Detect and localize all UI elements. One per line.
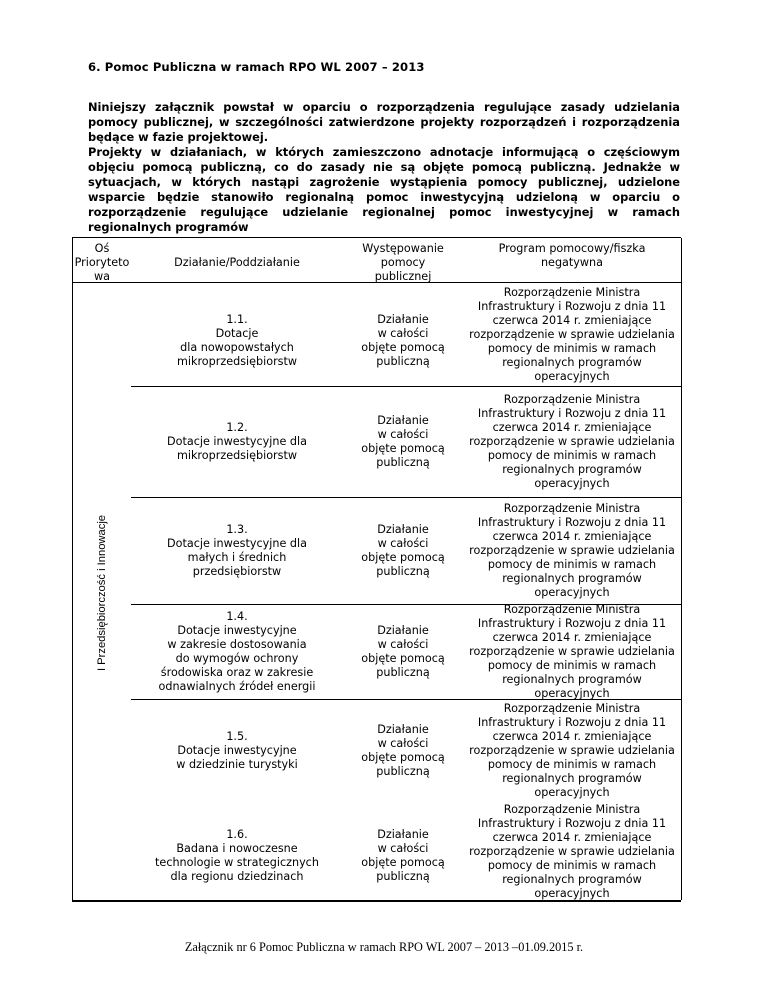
- intro-paragraph: Niniejszy załącznik powstał w oparciu o rozporządzenia regulujące zasady udzielania pomocy publicznej, w szczególności zatwierdzone projekty rozporządzeń i rozporządzenia będące w fazie projektowej.: [88, 100, 680, 144]
- action-cell: 1.1. Dotacje dla nowopowstałych mikroprzedsiębiorstw: [176, 312, 298, 368]
- header-program: Program pomocowy/fiszka negatywna: [498, 242, 646, 269]
- action-cell: 1.4. Dotacje inwestycyjne w zakresie dostosowania do wymogów ochrony środowiska oraz w zakresie odnawialnych źródeł energii: [158, 610, 316, 693]
- program-cell: Rozporządzenie Ministra Infrastruktury i Rozwoju z dnia 11 czerwca 2014 r. zmieniające rozporządzenie w sprawie udzielania pomocy de minimis w ramach regionalnych programów operacyjnych: [469, 702, 675, 799]
- aid-cell: Działanie w całości objęte pomocą publiczną: [361, 827, 445, 883]
- action-cell: 1.5. Dotacje inwestycyjne w dziedzinie turystyki: [176, 730, 298, 771]
- aid-cell: Działanie w całości objęte pomocą publiczną: [361, 414, 445, 469]
- program-cell: Rozporządzenie Ministra Infrastruktury i Rozwoju z dnia 11 czerwca 2014 r. zmieniające rozporządzenie w sprawie udzielania pomocy de minimis w ramach regionalnych programów operacyjnych: [469, 393, 675, 490]
- table-row: [131, 386, 681, 497]
- header-axis: Oś Prioryteto wa: [74, 242, 130, 283]
- program-cell: Rozporządzenie Ministra Infrastruktury i Rozwoju z dnia 11 czerwca 2014 r. zmieniające rozporządzenie w sprawie udzielania pomocy de minimis w ramach regionalnych programów operacyjnych: [469, 802, 675, 900]
- intro-text: [88, 100, 680, 235]
- action-cell: 1.6. Badana i nowoczesne technologie w strategicznych dla regionu dziedzinach: [155, 827, 319, 883]
- table-row: [131, 699, 681, 802]
- priority-axis-cell: [73, 282, 131, 902]
- aid-cell: Działanie w całości objęte pomocą publiczną: [361, 312, 445, 368]
- action-cell: 1.3. Dotacje inwestycyjne dla małych i średnich przedsiębiorstw: [167, 523, 307, 578]
- page-footer: Załącznik nr 6 Pomoc Publiczna w ramach RPO WL 2007 – 2013 –01.09.2015 r.: [184, 940, 584, 954]
- program-cell: Rozporządzenie Ministra Infrastruktury i Rozwoju z dnia 11 czerwca 2014 r. zmieniające rozporządzenie w sprawie udzielania pomocy de minimis w ramach regionalnych programów operacyjnych: [469, 285, 675, 383]
- table-row: [131, 497, 681, 604]
- section-heading: 6. Pomoc Publiczna w ramach RPO WL 2007 – 2013: [88, 60, 425, 74]
- header-aid: Występowanie pomocy publicznej: [362, 242, 444, 283]
- table-row: [131, 802, 681, 901]
- table-row: [131, 282, 681, 386]
- priority-axis-label: I Przedsiębiorczość i Innowacje: [96, 514, 108, 672]
- aid-table: [72, 237, 681, 902]
- aid-cell: Działanie w całości objęte pomocą publiczną: [361, 723, 445, 778]
- table-row: [131, 604, 681, 699]
- intro-paragraph: Projekty w działaniach, w których zamieszczono adnotacje informującą o częściowym objęciu pomocą publiczną, co do zasady nie są objęte pomocą publiczną. Jednakże w sytuacjach, w których nastąpi zagrożenie wystąpienia pomocy publicznej, udzielone wsparcie będzie stanowiło regionalną pomoc inwestycyjną udzieloną w oparciu o rozporządzenie regulujące udzielanie regionalnej pomoc inwestycyjnej w ramach regionalnych programów: [88, 145, 680, 234]
- aid-cell: Działanie w całości objęte pomocą publiczną: [361, 624, 445, 679]
- program-cell: Rozporządzenie Ministra Infrastruktury i Rozwoju z dnia 11 czerwca 2014 r. zmieniające rozporządzenie w sprawie udzielania pomocy de minimis w ramach regionalnych programów operacyjnych: [469, 603, 675, 700]
- program-cell: Rozporządzenie Ministra Infrastruktury i Rozwoju z dnia 11 czerwca 2014 r. zmieniające rozporządzenie w sprawie udzielania pomocy de minimis w ramach regionalnych programów operacyjnych: [469, 502, 675, 599]
- aid-cell: Działanie w całości objęte pomocą publiczną: [361, 523, 445, 578]
- header-action: Działanie/Poddziałanie: [174, 256, 300, 269]
- action-cell: 1.2. Dotacje inwestycyjne dla mikroprzedsiębiorstw: [167, 421, 307, 462]
